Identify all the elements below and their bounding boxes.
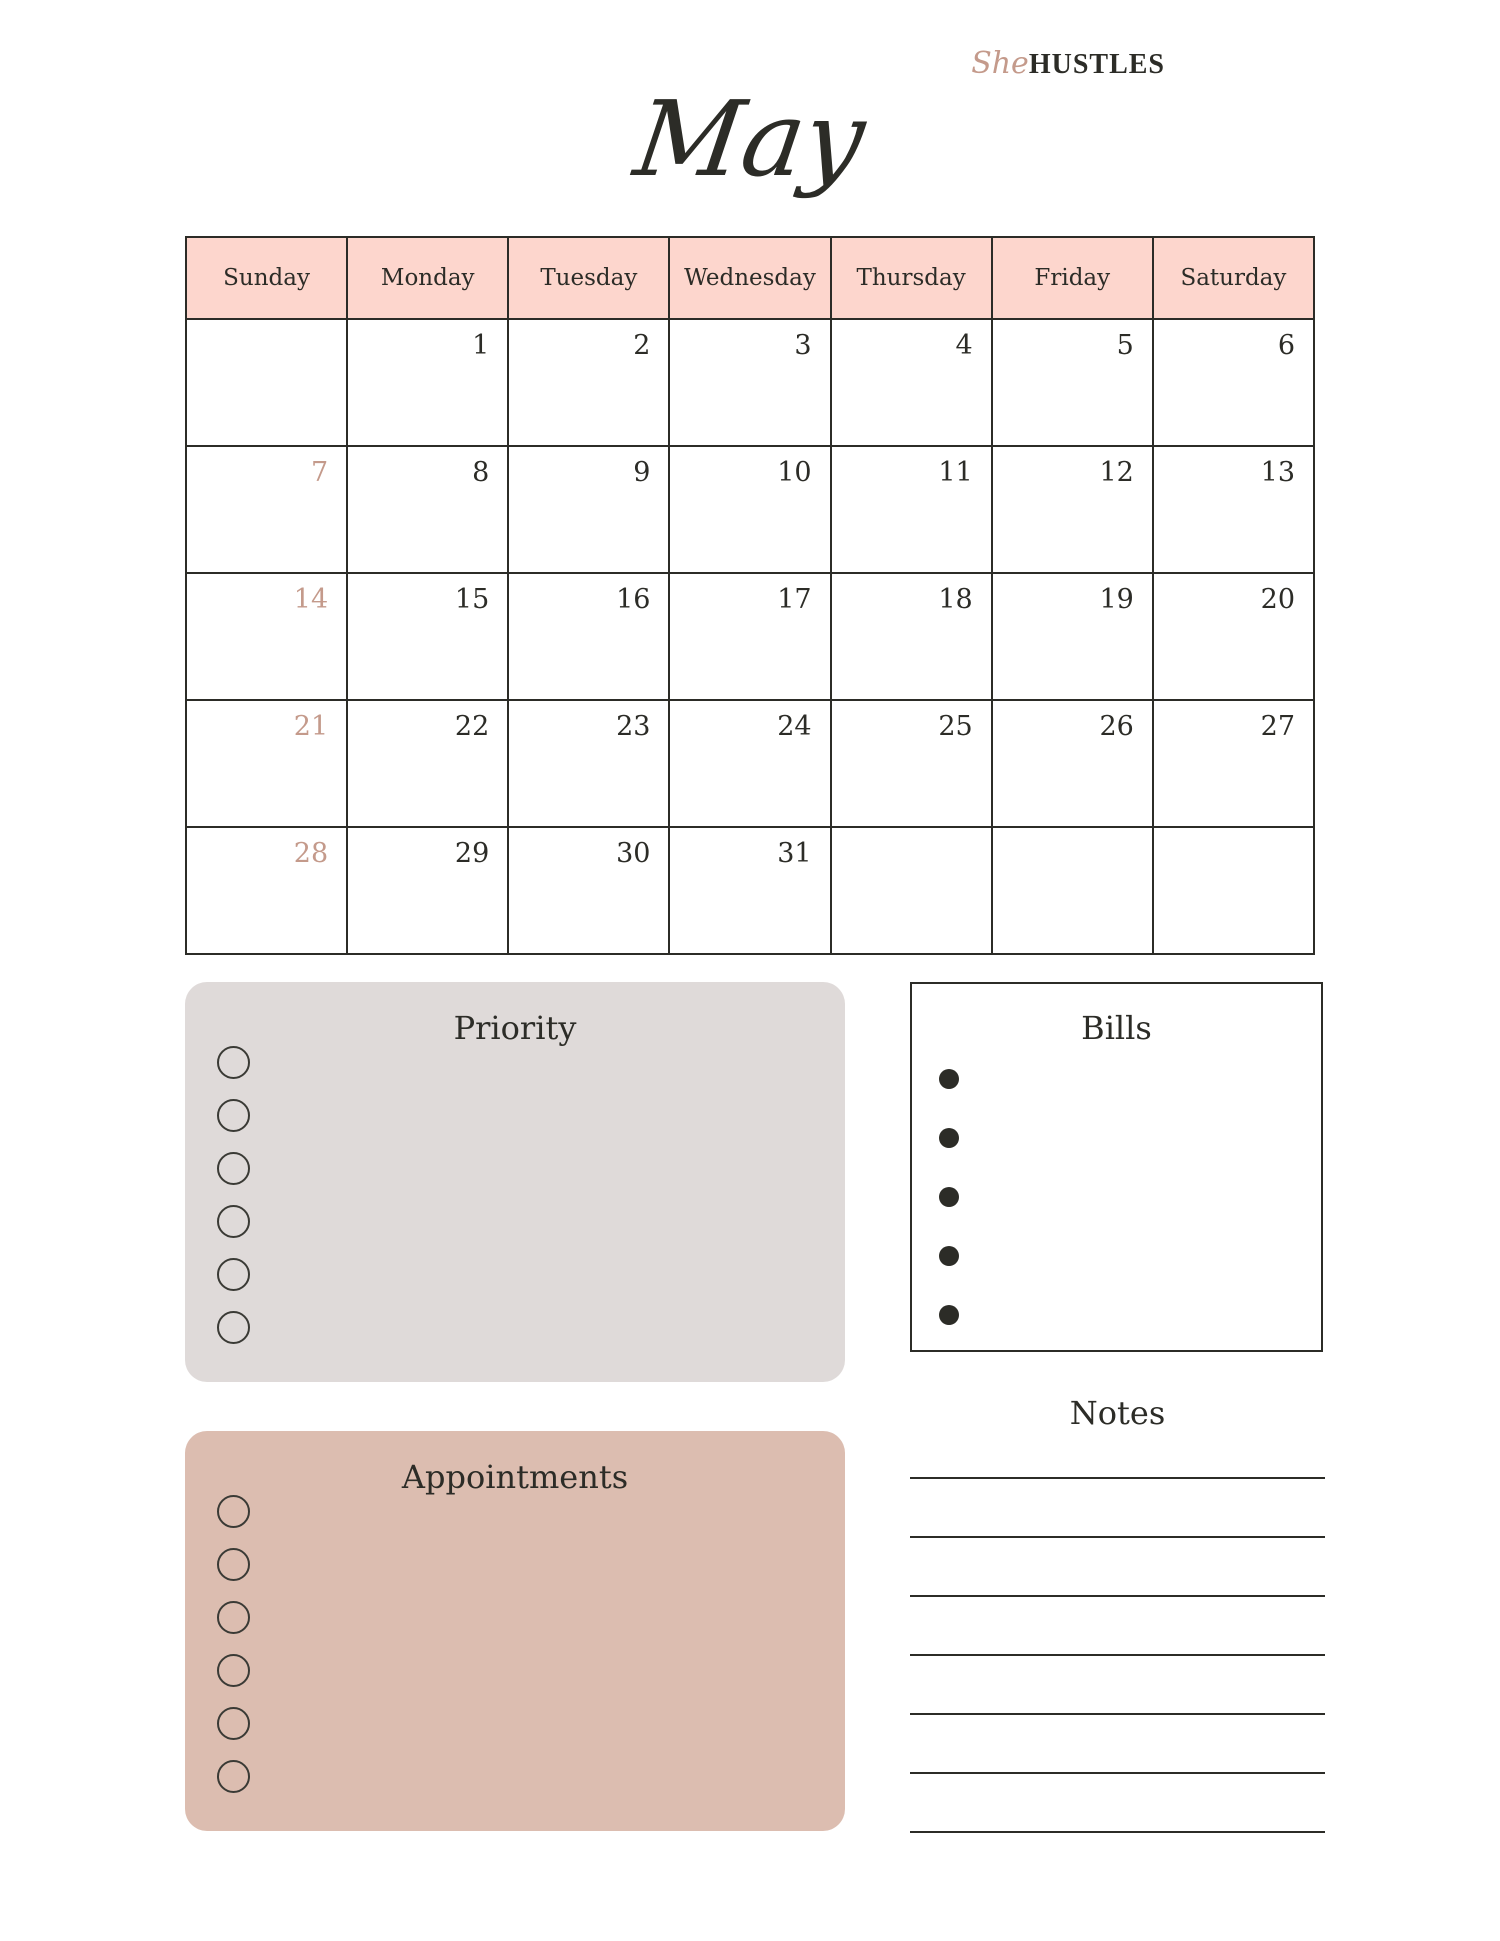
weekday-header: Friday <box>992 237 1153 319</box>
day-cell[interactable] <box>831 827 992 954</box>
day-cell[interactable]: 31 <box>669 827 830 954</box>
checkbox-circle-icon[interactable] <box>217 1046 250 1079</box>
day-cell[interactable]: 14 <box>186 573 347 700</box>
weekday-header: Wednesday <box>669 237 830 319</box>
appointments-panel <box>185 1431 845 1831</box>
bills-list <box>939 1069 959 1364</box>
bullet-dot-icon <box>939 1128 959 1148</box>
priority-checklist <box>217 1046 250 1364</box>
week-row <box>186 446 1314 573</box>
week-row <box>186 827 1314 954</box>
weekday-header-row <box>186 237 1314 319</box>
checkbox-circle-icon[interactable] <box>217 1311 250 1344</box>
notes-title: Notes <box>1069 1394 1166 1432</box>
day-cell[interactable]: 29 <box>347 827 508 954</box>
week-row <box>186 700 1314 827</box>
day-cell[interactable] <box>186 319 347 446</box>
weekday-header: Tuesday <box>508 237 669 319</box>
day-cell[interactable]: 5 <box>992 319 1153 446</box>
day-cell[interactable]: 18 <box>831 573 992 700</box>
day-cell[interactable]: 27 <box>1153 700 1314 827</box>
day-cell[interactable]: 8 <box>347 446 508 573</box>
day-cell[interactable]: 16 <box>508 573 669 700</box>
day-cell[interactable]: 19 <box>992 573 1153 700</box>
weekday-header: Monday <box>347 237 508 319</box>
appointments-checklist <box>217 1495 250 1813</box>
notes-lines <box>910 1477 1325 1833</box>
day-cell[interactable]: 22 <box>347 700 508 827</box>
bullet-dot-icon <box>939 1187 959 1207</box>
day-cell[interactable]: 10 <box>669 446 830 573</box>
day-cell[interactable]: 7 <box>186 446 347 573</box>
day-cell[interactable]: 23 <box>508 700 669 827</box>
brand-logo <box>971 46 1165 81</box>
day-cell[interactable] <box>992 827 1153 954</box>
checkbox-circle-icon[interactable] <box>217 1760 250 1793</box>
note-line[interactable] <box>910 1774 1325 1833</box>
day-cell[interactable]: 25 <box>831 700 992 827</box>
day-cell[interactable]: 9 <box>508 446 669 573</box>
note-line[interactable] <box>910 1715 1325 1774</box>
day-cell[interactable]: 15 <box>347 573 508 700</box>
day-cell[interactable]: 3 <box>669 319 830 446</box>
day-cell[interactable]: 6 <box>1153 319 1314 446</box>
bills-title: Bills <box>1081 1009 1152 1047</box>
checkbox-circle-icon[interactable] <box>217 1258 250 1291</box>
day-cell[interactable]: 2 <box>508 319 669 446</box>
weekday-header: Thursday <box>831 237 992 319</box>
week-row <box>186 573 1314 700</box>
priority-title: Priority <box>453 1009 577 1047</box>
checkbox-circle-icon[interactable] <box>217 1205 250 1238</box>
checkbox-circle-icon[interactable] <box>217 1099 250 1132</box>
day-cell[interactable]: 4 <box>831 319 992 446</box>
day-cell[interactable]: 21 <box>186 700 347 827</box>
bills-panel <box>910 982 1323 1352</box>
brand-script: She <box>971 46 1029 81</box>
day-cell[interactable]: 28 <box>186 827 347 954</box>
checkbox-circle-icon[interactable] <box>217 1654 250 1687</box>
note-line[interactable] <box>910 1479 1325 1538</box>
checkbox-circle-icon[interactable] <box>217 1152 250 1185</box>
day-cell[interactable]: 1 <box>347 319 508 446</box>
day-cell[interactable]: 30 <box>508 827 669 954</box>
weekday-header: Sunday <box>186 237 347 319</box>
notes-panel <box>910 1393 1325 1433</box>
appointments-title: Appointments <box>401 1458 629 1496</box>
note-line[interactable] <box>910 1538 1325 1597</box>
day-cell[interactable]: 20 <box>1153 573 1314 700</box>
day-cell[interactable]: 12 <box>992 446 1153 573</box>
brand-word: HUSTLES <box>1028 49 1165 80</box>
month-title: May <box>627 78 873 200</box>
day-cell[interactable] <box>1153 827 1314 954</box>
bullet-dot-icon <box>939 1246 959 1266</box>
note-line[interactable] <box>910 1656 1325 1715</box>
note-line[interactable] <box>910 1597 1325 1656</box>
week-row <box>186 319 1314 446</box>
calendar-grid <box>185 236 1315 955</box>
day-cell[interactable]: 13 <box>1153 446 1314 573</box>
bullet-dot-icon <box>939 1069 959 1089</box>
checkbox-circle-icon[interactable] <box>217 1601 250 1634</box>
day-cell[interactable]: 11 <box>831 446 992 573</box>
checkbox-circle-icon[interactable] <box>217 1495 250 1528</box>
day-cell[interactable]: 24 <box>669 700 830 827</box>
bullet-dot-icon <box>939 1305 959 1325</box>
day-cell[interactable]: 17 <box>669 573 830 700</box>
checkbox-circle-icon[interactable] <box>217 1707 250 1740</box>
day-cell[interactable]: 26 <box>992 700 1153 827</box>
checkbox-circle-icon[interactable] <box>217 1548 250 1581</box>
weekday-header: Saturday <box>1153 237 1314 319</box>
priority-panel <box>185 982 845 1382</box>
